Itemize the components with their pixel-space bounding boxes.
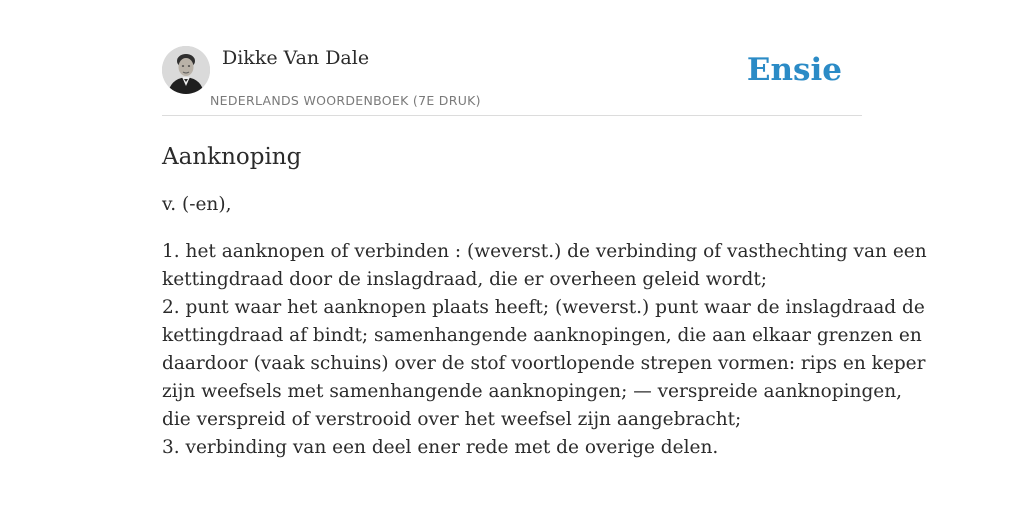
entry-card [162,46,927,462]
definition-line: 3. verbinding van een deel ener rede met de overige delen. [162,437,719,458]
definition-line: zijn weefsels met samenhangende aanknopingen; — verspreide aanknopingen, [162,381,903,402]
definition-line: 2. punt waar het aanknopen plaats heeft; (weverst.) punt waar de inslagdraad de [162,297,925,318]
definition-line: kettingdraad af bindt; samenhangende aanknopingen, die aan elkaar grenzen en [162,325,922,346]
author-avatar[interactable] [162,46,210,94]
portrait-icon [162,46,210,94]
definition-line: 1. het aanknopen of verbinden : (weverst.) de verbinding of vasthechting van een [162,241,927,262]
author-name[interactable]: Dikke Van Dale [222,47,370,69]
definition-line: die verspreid of verstrooid over het weefsel zijn aangebracht; [162,409,742,430]
entry-grammar: v. (-en), [162,194,232,215]
definition-line: kettingdraad door de inslagdraad, die er overheen geleid wordt; [162,269,768,290]
entry-header [162,46,862,116]
definition-line: daardoor (vaak schuins) over de stof voortlopende strepen vormen: rips en keper [162,353,926,374]
entry-title: Aanknoping [162,144,302,170]
source-label[interactable]: NEDERLANDS WOORDENBOEK (7E DRUK) [210,93,481,108]
brand-logo[interactable]: Ensie [746,52,842,88]
entry-definitions [162,238,927,462]
